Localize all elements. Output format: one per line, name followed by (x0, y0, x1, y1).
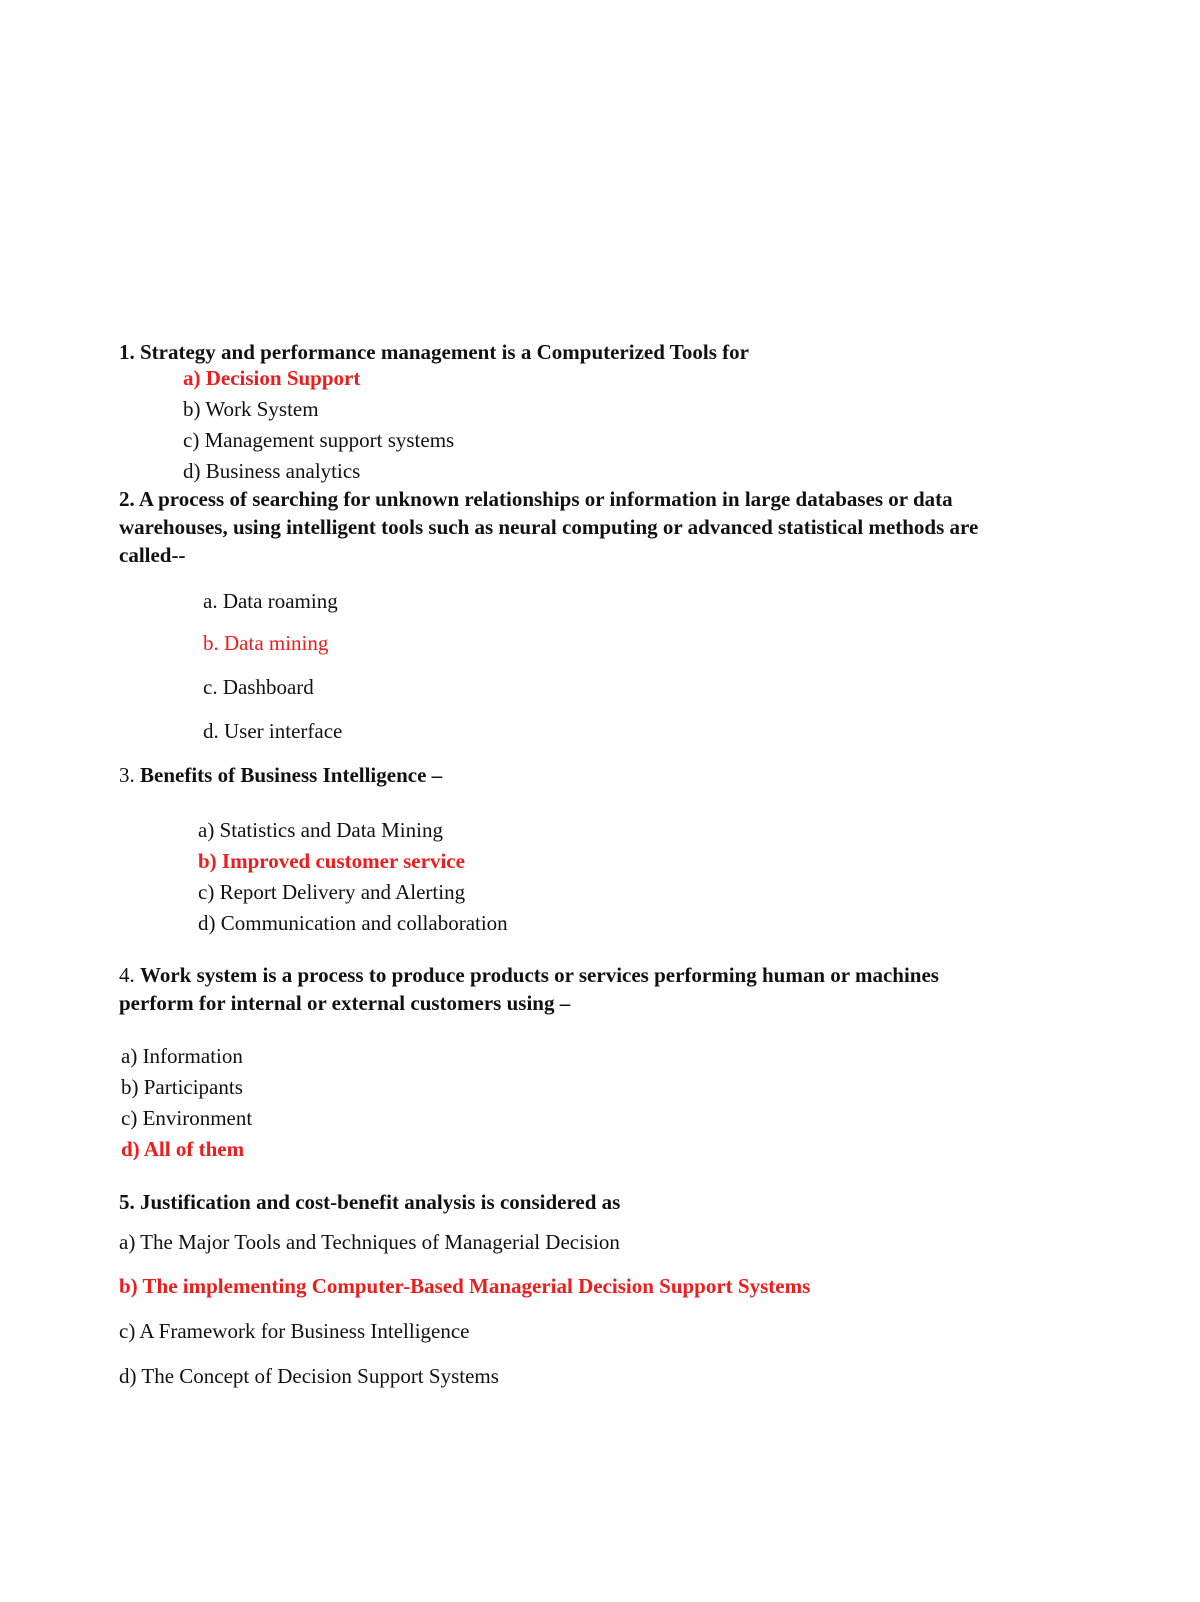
question-1-text: Strategy and performance management is a Computerized Tools for (140, 340, 749, 364)
question-2-line-1 (119, 486, 953, 512)
question-5-option-a: a) The Major Tools and Techniques of Managerial Decision (119, 1230, 620, 1254)
question-4-option-a: a) Information (121, 1044, 243, 1068)
question-1-option-b: b) Work System (183, 397, 319, 421)
question-2-line-3: called-- (119, 543, 186, 567)
question-4-option-b: b) Participants (121, 1075, 243, 1099)
question-5-option-d: d) The Concept of Decision Support Systems (119, 1364, 499, 1388)
question-2-line-2: warehouses, using intelligent tools such as neural computing or advanced statistical methods are (119, 515, 979, 539)
question-1-option-c: c) Management support systems (183, 428, 455, 452)
question-3-text: Benefits of Business Intelligence – (140, 763, 443, 787)
question-4-line-2: perform for internal or external customers using – (119, 991, 571, 1015)
question-4-text-1: Work system is a process to produce products or services performing human or machines (140, 963, 939, 987)
question-3-option-b: b) Improved customer service (198, 849, 465, 873)
question-5-text: Justification and cost-benefit analysis is considered as (140, 1190, 621, 1214)
question-3-option-a: a) Statistics and Data Mining (198, 818, 443, 842)
question-1-option-d: d) Business analytics (183, 459, 361, 483)
question-5-number: 5. (119, 1190, 135, 1214)
question-2-number: 2. (119, 487, 135, 511)
question-5 (119, 1189, 620, 1215)
question-3-option-c: c) Report Delivery and Alerting (198, 880, 466, 904)
question-1 (119, 339, 749, 365)
question-2-option-c: c. Dashboard (203, 675, 314, 699)
question-4-option-d: d) All of them (121, 1137, 245, 1161)
question-3-number: 3. (119, 763, 135, 787)
question-1-option-a: a) Decision Support (183, 366, 361, 390)
question-4-option-c: c) Environment (121, 1106, 253, 1130)
question-2-option-a: a. Data roaming (203, 589, 338, 613)
question-2-option-b: b. Data mining (203, 631, 329, 655)
question-5-option-b: b) The implementing Computer-Based Managerial Decision Support Systems (119, 1274, 811, 1298)
question-2-option-d: d. User interface (203, 719, 343, 743)
question-5-option-c: c) A Framework for Business Intelligence (119, 1319, 470, 1343)
question-1-number: 1. (119, 340, 135, 364)
question-4-line-1 (119, 962, 939, 988)
question-2-text-1: A process of searching for unknown relationships or information in large databases or data (138, 487, 953, 511)
question-4-number: 4. (119, 963, 135, 987)
question-3 (119, 762, 442, 788)
question-3-option-d: d) Communication and collaboration (198, 911, 508, 935)
